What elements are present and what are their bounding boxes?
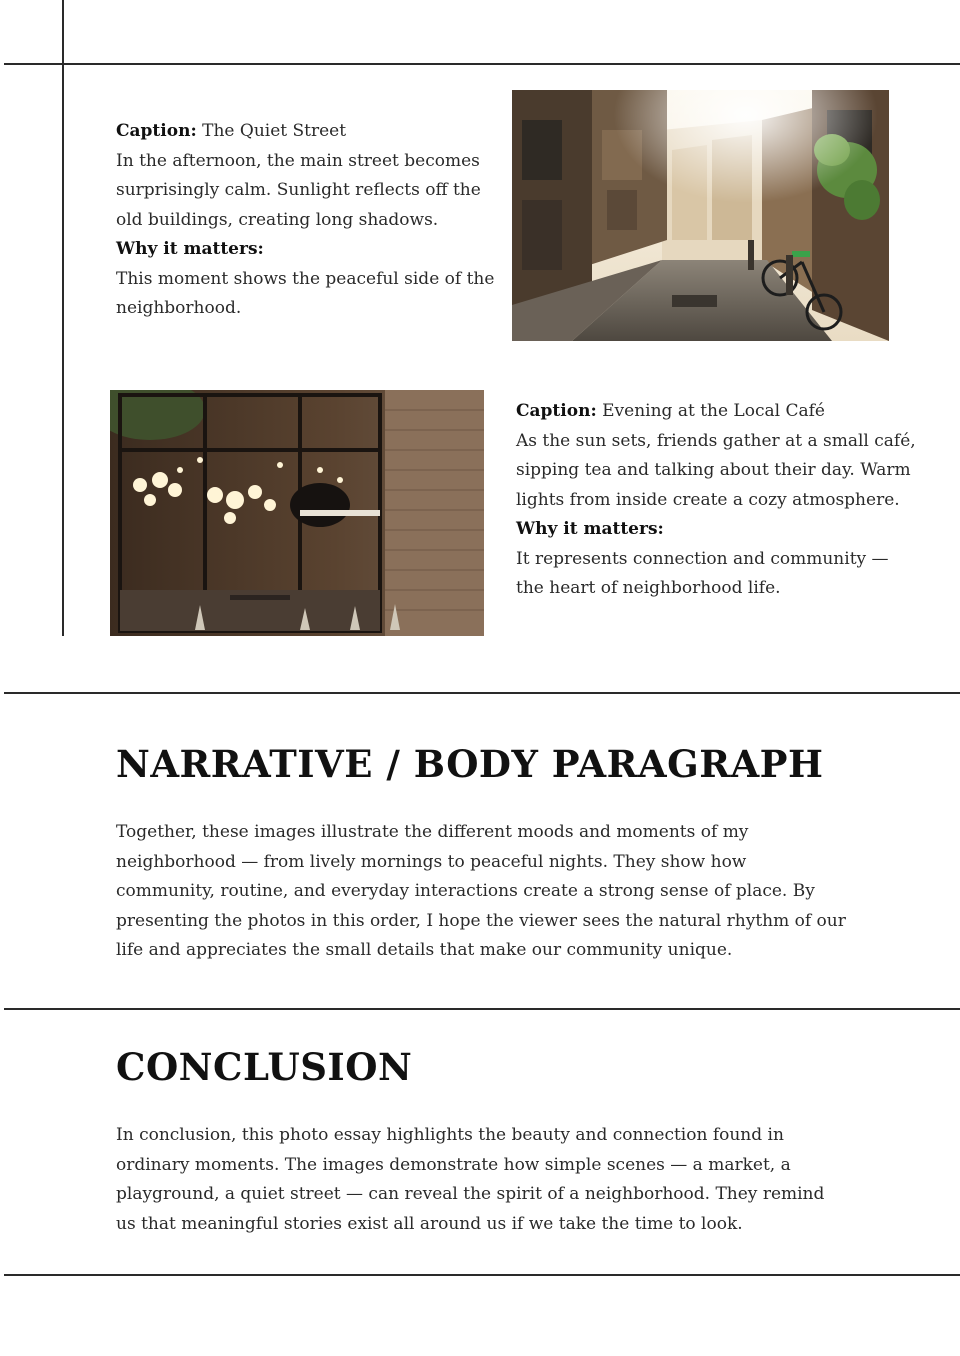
narrative-title: NARRATIVE / BODY PARAGRAPH [116,742,824,786]
photo2-caption-label: Caption: [516,401,597,421]
left-vertical-rule [62,0,64,636]
photo2-caption-title: Evening at the Local Café [602,401,825,421]
photo1-why-label: Why it matters: [116,239,264,259]
top-rule [4,63,960,65]
photo1-why-text: This moment shows the peaceful side of the neighborhood. [116,268,495,318]
photo1-caption-block [116,117,501,324]
photo2-caption-block [516,397,916,604]
photo1-caption-label: Caption: [116,121,197,141]
bottom-rule [4,1274,960,1276]
rule-after-photos [4,692,960,694]
conclusion-title: CONCLUSION [116,1045,413,1089]
photo2-caption-line [516,397,916,427]
photo1-description: In the afternoon, the main street becomes surprisingly calm. Sunlight reflects off the old buildings, creating long shadows. [116,150,481,230]
narrative-body: Together, these images illustrate the different moods and moments of my neighborhood — from lively mornings to peaceful nights. They show how community, routine, and everyday interactions create a strong sense of place. By presenting the photos in this order, I hope the viewer sees the natural rhythm of our life and appreciates the small details that make our community unique. [116,822,846,960]
photo2-why-text: It represents connection and community — the heart of neighborhood life. [516,548,889,598]
photo2-why-label: Why it matters: [516,519,664,539]
conclusion-body: In conclusion, this photo essay highlights the beauty and connection found in ordinary moments. The images demonstrate how simple scenes — a market, a playground, a quiet street — can reveal the spirit of a neighborhood. They remind us that meaningful stories exist all around us if we take the time to look. [116,1125,825,1234]
photo1-caption-line [116,117,501,147]
rule-after-narrative [4,1008,960,1010]
local-cafe-photo [110,390,484,636]
photo2-description: As the sun sets, friends gather at a small café, sipping tea and talking about their day. Warm lights from inside create a cozy atmosphere. [516,430,916,510]
quiet-street-photo [512,90,889,341]
photo1-caption-title: The Quiet Street [202,121,347,141]
